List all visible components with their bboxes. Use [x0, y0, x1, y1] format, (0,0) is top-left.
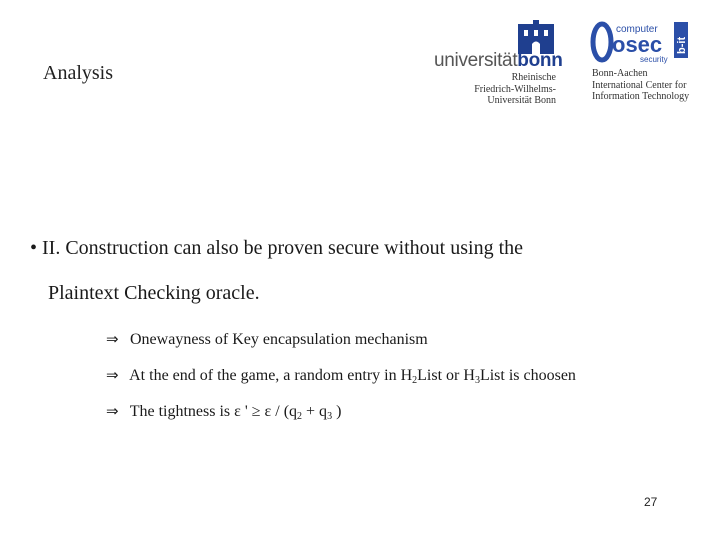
bonn-word-grey: universität [434, 50, 518, 71]
implies-arrow-icon: ⇒ [106, 366, 119, 384]
bonn-wordmark [434, 50, 563, 72]
bullet-text-line-1: II. Construction can also be proven secure without using the [42, 237, 524, 259]
subscript: 3 [327, 411, 333, 422]
sub-point-text-b: + q [302, 403, 328, 420]
sub-point-random-entry [106, 365, 576, 391]
bit-line-2: International Center for [592, 79, 687, 91]
bit-subtitle [592, 68, 689, 103]
bonn-subtitle [474, 72, 556, 107]
bullet-text-line-2: Plaintext Checking oracle. [48, 282, 260, 304]
bonn-line-2: Friedrich-Wilhelms- [474, 83, 556, 95]
university-bonn-logo [434, 20, 564, 106]
sub-point-text: Onewayness of Key encapsulation mechanism [130, 331, 428, 348]
implies-arrow-icon: ⇒ [106, 330, 119, 348]
implies-arrow-icon: ⇒ [106, 402, 119, 420]
sub-point-onewayness [106, 329, 428, 350]
sub-point-text-c: ) [332, 403, 342, 420]
sub-point-text-a: At the end of the game, a random entry in H [129, 367, 413, 384]
sub-point-text-c: List is choosen [479, 367, 576, 384]
bit-security-text: security [640, 55, 668, 64]
slide-title: Analysis [43, 62, 113, 84]
bit-osec-text: osec [612, 32, 663, 57]
page-number: 27 [644, 495, 658, 509]
subscript: 2 [297, 411, 303, 422]
bit-logo [590, 18, 710, 108]
bit-line-1: Bonn-Aachen [592, 68, 648, 79]
bonn-word-blue: bonn [517, 50, 563, 71]
bonn-line-3: Universität Bonn [487, 95, 556, 106]
bit-line-3: Information Technology [592, 91, 690, 102]
subscript: 2 [412, 375, 418, 386]
subscript: 3 [474, 375, 480, 386]
sub-point-tightness [106, 401, 341, 427]
bit-computer-text: computer [616, 24, 658, 35]
sub-point-text-a: The tightness is ε ' ≥ ε / (q [129, 403, 298, 420]
sub-point-text-b: List or H [417, 367, 475, 384]
bullet-main [30, 236, 523, 260]
bit-osec-mark [590, 18, 700, 64]
bullet-marker: • [30, 237, 38, 259]
bit-vertical-text: b-it [676, 36, 688, 54]
bonn-line-1: Rheinische [511, 72, 556, 83]
